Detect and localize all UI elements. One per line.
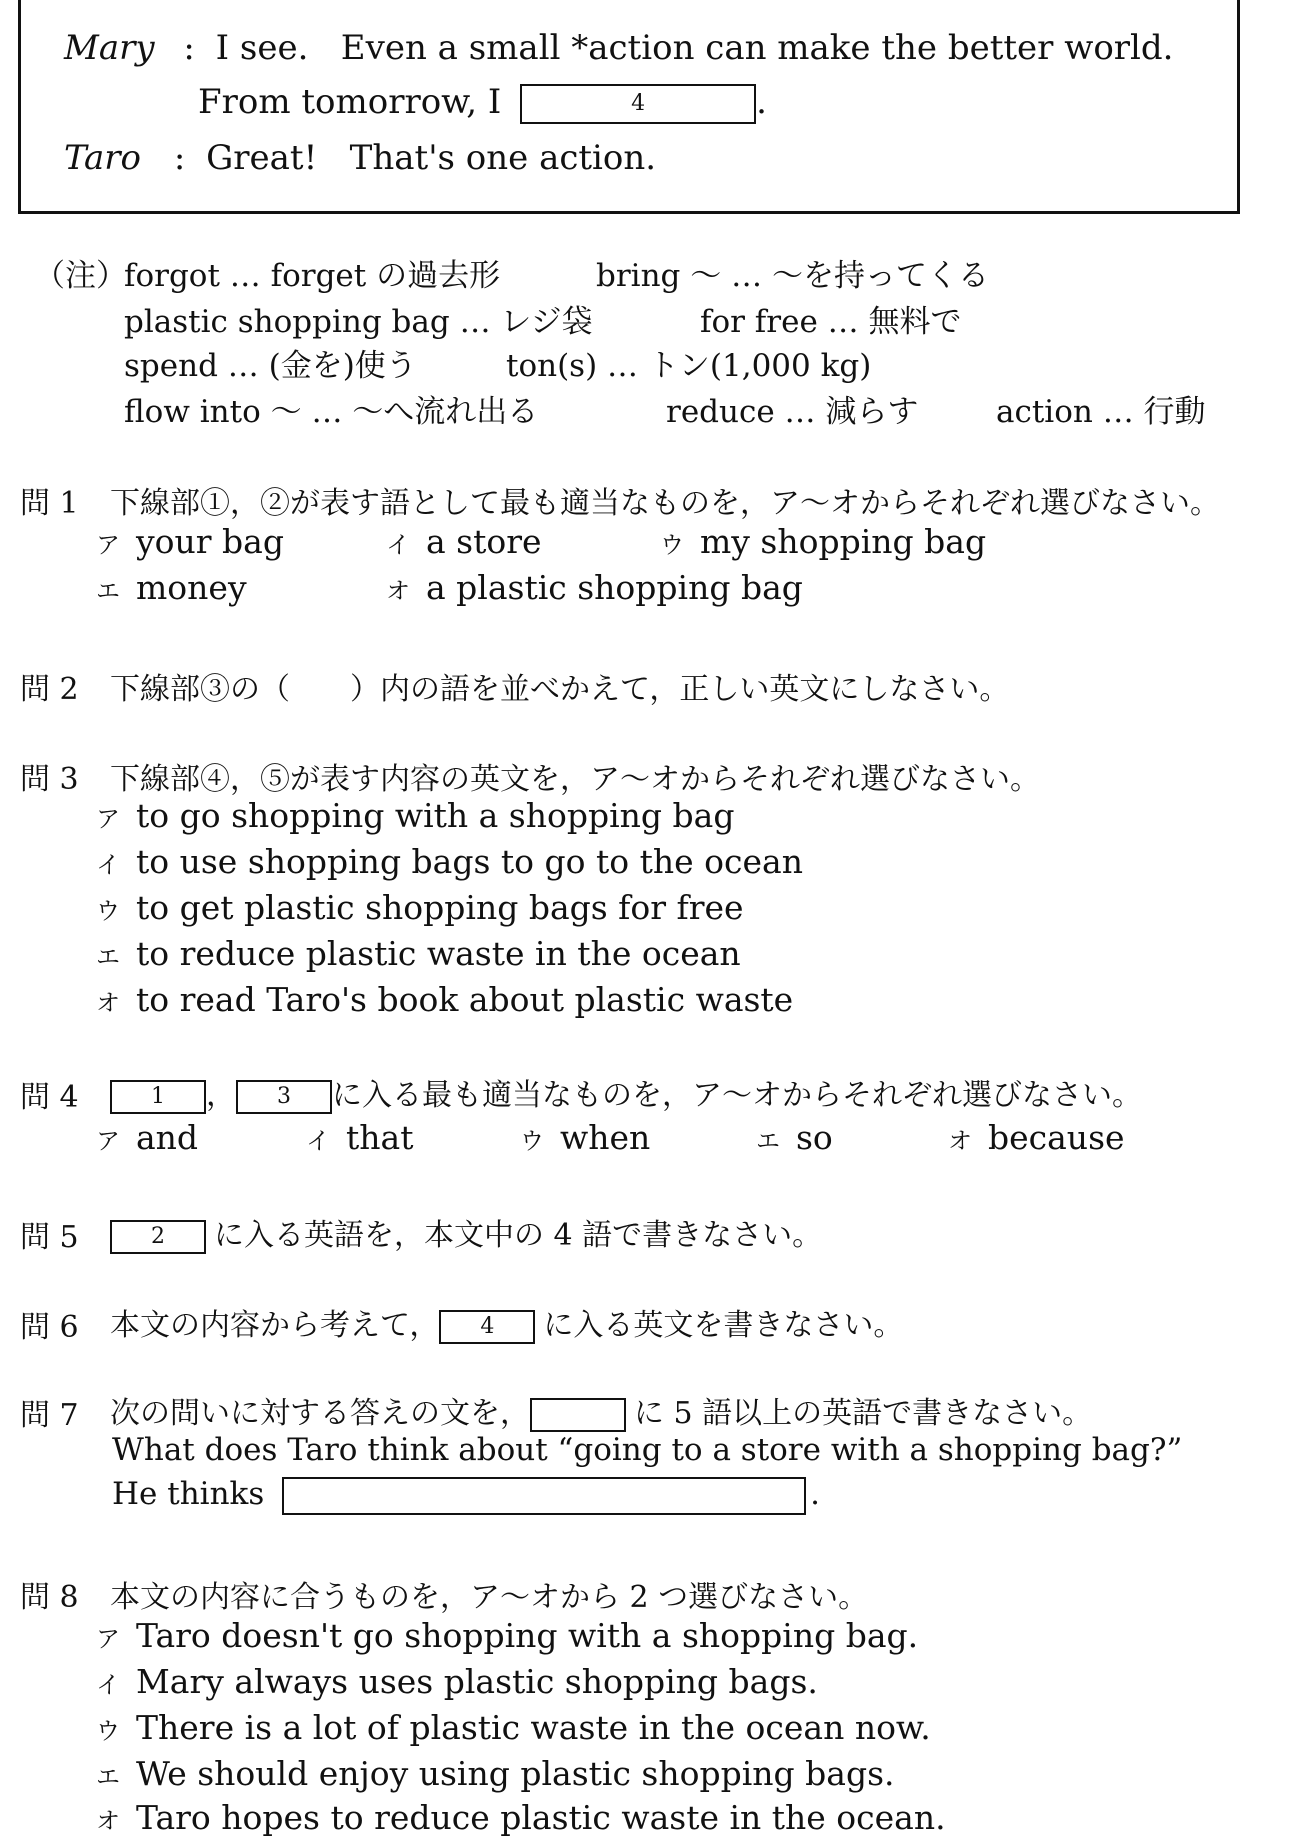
option-text: to use shopping bags to go to the ocean: [136, 842, 803, 881]
option-mark: ウ: [96, 1717, 120, 1745]
speaker-mary: Mary: [64, 28, 155, 68]
option-text: and: [136, 1118, 199, 1157]
q1-option-u[interactable]: [644, 522, 986, 561]
answer-box-2[interactable]: 2: [110, 1220, 206, 1254]
q8-option-u[interactable]: [80, 1708, 931, 1747]
q8-option-i[interactable]: [80, 1662, 818, 1701]
option-mark: オ: [948, 1127, 972, 1155]
option-text: Taro hopes to reduce plastic waste in the ocean.: [136, 1798, 946, 1837]
note-reduce: reduce … 減らす: [666, 394, 919, 430]
q7-line: [110, 1388, 1092, 1432]
notes-label: （注）: [34, 258, 127, 294]
option-mark: オ: [96, 1807, 120, 1835]
blank-box: [530, 1398, 626, 1432]
option-text: Taro doesn't go shopping with a shopping bag.: [136, 1616, 919, 1655]
q6-line: [110, 1300, 903, 1344]
option-mark: オ: [96, 989, 120, 1017]
q3-option-u[interactable]: [80, 888, 744, 927]
q5-label: 問 5: [20, 1220, 79, 1255]
option-mark: ウ: [520, 1127, 544, 1155]
q4-option-a[interactable]: [80, 1118, 198, 1157]
q4-option-e[interactable]: [740, 1118, 833, 1157]
option-text: There is a lot of plastic waste in the ocean now.: [136, 1708, 931, 1747]
answer-field[interactable]: [282, 1477, 806, 1515]
q2-label: 問 2: [20, 672, 79, 707]
q1-option-e[interactable]: [80, 568, 247, 607]
option-mark: オ: [386, 577, 410, 605]
q4-text: に入る最も適当なものを，ア〜オからそれぞれ選びなさい。: [332, 1078, 1142, 1113]
q6-prefix: 本文の内容から考えて，: [110, 1308, 440, 1343]
q8-option-a[interactable]: [80, 1616, 918, 1655]
option-text: Mary always uses plastic shopping bags.: [136, 1662, 818, 1701]
option-text: to go shopping with a shopping bag: [136, 796, 735, 835]
note-bring: bring 〜 … 〜を持ってくる: [596, 258, 989, 294]
q4-option-i[interactable]: [290, 1118, 413, 1157]
q2-text: 下線部③の（ ）内の語を並べかえて，正しい英文にしなさい。: [110, 672, 1010, 707]
q3-option-i[interactable]: [80, 842, 803, 881]
dialogue-text-2: From tomorrow, I: [198, 82, 502, 122]
comma: ，: [206, 1078, 236, 1113]
q1-option-o[interactable]: [370, 568, 803, 607]
q5-line: [110, 1210, 822, 1254]
option-text: because: [988, 1118, 1125, 1157]
option-mark: ア: [96, 805, 120, 833]
option-text: money: [136, 568, 247, 607]
option-mark: エ: [756, 1127, 780, 1155]
colon: :: [183, 28, 195, 68]
option-text: a plastic shopping bag: [426, 568, 803, 607]
dialogue-text-1: I see. Even a small *action can make the better world.: [215, 28, 1174, 68]
option-mark: エ: [96, 1763, 120, 1791]
answer-box-1[interactable]: 1: [110, 1080, 206, 1114]
option-mark: ウ: [96, 897, 120, 925]
period: .: [756, 82, 767, 122]
option-mark: ア: [96, 1127, 120, 1155]
note-tons: ton(s) … トン(1,000 kg): [506, 348, 872, 384]
q3-text: 下線部④，⑤が表す内容の英文を，ア〜オからそれぞれ選びなさい。: [110, 762, 1040, 797]
option-mark: イ: [96, 1671, 120, 1699]
note-action: action … 行動: [996, 394, 1206, 430]
option-text: to read Taro's book about plastic waste: [136, 980, 794, 1019]
answer-box-4b[interactable]: 4: [439, 1310, 535, 1344]
dialogue-line-1: [64, 28, 1173, 68]
note-for-free: for free … 無料で: [700, 304, 962, 340]
q1-option-a[interactable]: [80, 522, 284, 561]
note-spend: spend … (金を)使う: [124, 348, 417, 384]
q8-text: 本文の内容に合うものを，ア〜オから 2 つ選びなさい。: [110, 1580, 869, 1615]
option-mark: ア: [96, 1625, 120, 1653]
q7-text: に 5 語以上の英語で書きなさい。: [634, 1396, 1093, 1431]
note-plastic-bag: plastic shopping bag … レジ袋: [124, 304, 593, 340]
option-mark: イ: [306, 1127, 330, 1155]
option-text: We should enjoy using plastic shopping bags.: [136, 1754, 895, 1793]
q7-label: 問 7: [20, 1398, 79, 1433]
q3-option-e[interactable]: [80, 934, 741, 973]
option-text: to get plastic shopping bags for free: [136, 888, 744, 927]
dialogue-line-3: [64, 138, 656, 178]
q3-label: 問 3: [20, 762, 79, 797]
option-text: to reduce plastic waste in the ocean: [136, 934, 741, 973]
q1-text: 下線部①，②が表す語として最も適当なものを，ア〜オからそれぞれ選びなさい。: [110, 486, 1220, 521]
option-text: when: [560, 1118, 651, 1157]
q1-label: 問 1: [20, 486, 79, 521]
q8-option-e[interactable]: [80, 1754, 895, 1793]
option-mark: イ: [96, 851, 120, 879]
answer-box-4[interactable]: 4: [520, 84, 756, 124]
q4-option-u[interactable]: [504, 1118, 650, 1157]
q3-option-a[interactable]: [80, 796, 734, 835]
option-mark: ウ: [660, 531, 684, 559]
option-text: my shopping bag: [700, 522, 987, 561]
speaker-taro: Taro: [64, 138, 142, 178]
q7-answer-line: [112, 1476, 820, 1515]
q1-option-i[interactable]: [370, 522, 542, 561]
q8-label: 問 8: [20, 1580, 79, 1615]
period: .: [810, 1476, 820, 1512]
q4-line: [110, 1070, 1142, 1114]
note-flow-into: flow into 〜 … 〜へ流れ出る: [124, 394, 539, 430]
option-text: a store: [426, 522, 542, 561]
option-mark: イ: [386, 531, 410, 559]
colon: :: [173, 138, 186, 178]
option-mark: エ: [96, 577, 120, 605]
dialogue-line-2: [198, 82, 767, 124]
dialogue-text-3: Great! That's one action.: [206, 138, 657, 178]
q7-prefix: 次の問いに対する答えの文を，: [110, 1396, 530, 1431]
note-forgot: forgot … forget の過去形: [124, 258, 501, 294]
option-text: your bag: [136, 522, 284, 561]
q5-text: に入る英語を，本文中の 4 語で書きなさい。: [214, 1218, 823, 1253]
q4-option-o[interactable]: [932, 1118, 1125, 1157]
q4-label: 問 4: [20, 1080, 79, 1115]
q6-text: に入る英文を書きなさい。: [543, 1308, 904, 1343]
q7-question: What does Taro think about “going to a store with a shopping bag?”: [112, 1432, 1183, 1468]
option-mark: ア: [96, 531, 120, 559]
answer-box-3[interactable]: 3: [236, 1080, 332, 1114]
option-mark: エ: [96, 943, 120, 971]
answer-prefix: He thinks: [112, 1476, 265, 1512]
q8-option-o[interactable]: [80, 1798, 946, 1837]
q6-label: 問 6: [20, 1310, 79, 1345]
option-text: so: [796, 1118, 833, 1157]
q3-option-o[interactable]: [80, 980, 793, 1019]
option-text: that: [346, 1118, 414, 1157]
